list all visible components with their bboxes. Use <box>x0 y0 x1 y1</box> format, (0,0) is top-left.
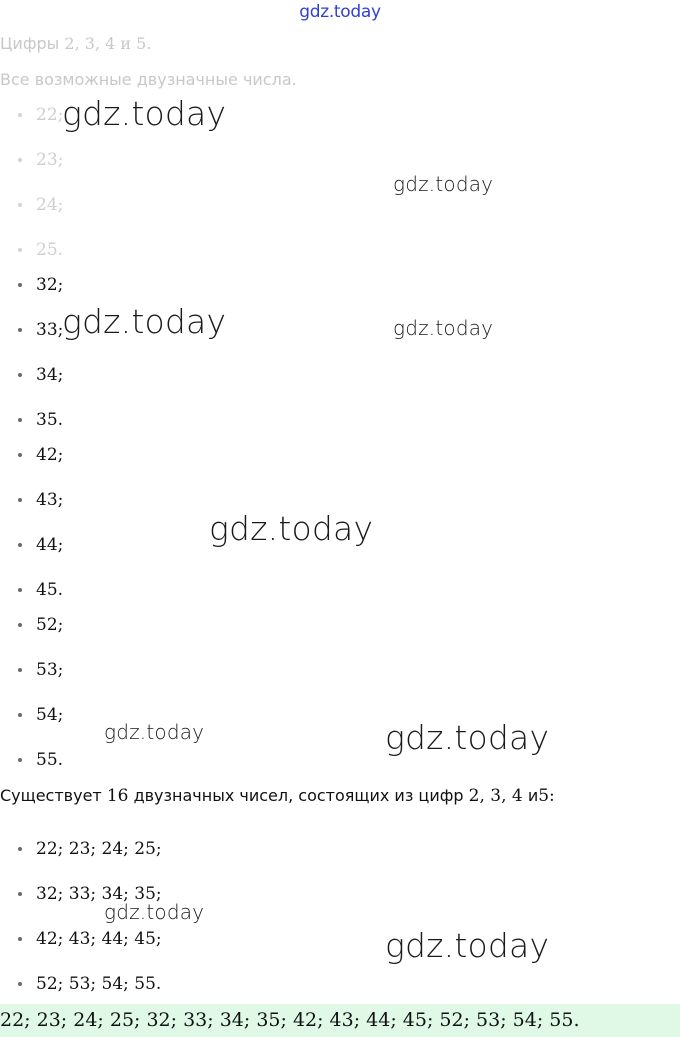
digits-prefix: Цифры <box>0 34 60 53</box>
list-item <box>0 838 162 860</box>
watermark: gdz.today <box>209 509 374 548</box>
list-item-text: 22; <box>36 105 64 125</box>
bullet-icon <box>18 713 22 717</box>
bullet-icon <box>18 418 22 422</box>
watermark: gdz.today <box>104 900 205 924</box>
watermark: gdz.today <box>385 718 550 757</box>
list-item <box>0 409 63 431</box>
list-item-text: 43; <box>36 490 64 510</box>
list-item <box>0 364 63 386</box>
list-item-text: 45. <box>36 580 64 600</box>
summary-conj: и <box>527 786 539 805</box>
digits-line <box>0 34 151 53</box>
bullet-icon <box>18 158 22 162</box>
answer-box: 22; 23; 24; 25; 32; 33; 34; 35; 42; 43; 44; 45; 52; 53; 54; 55. <box>0 1004 680 1037</box>
list-item <box>0 104 63 126</box>
watermark: gdz.today <box>104 720 205 744</box>
list-item-text: 24; <box>36 195 64 215</box>
list-item-text: 33; <box>36 320 64 340</box>
list-item-text: 25. <box>36 240 64 260</box>
list-item-text: 55. <box>36 750 64 770</box>
list-subtitle: Все возможные двузначные числа. <box>0 70 297 89</box>
bullet-icon <box>18 203 22 207</box>
bullet-icon <box>18 328 22 332</box>
bullet-icon <box>18 113 22 117</box>
list-item <box>0 194 63 216</box>
watermark: gdz.today <box>62 94 227 133</box>
bullet-icon <box>18 248 22 252</box>
list-item-text: 53; <box>36 660 64 680</box>
list-item <box>0 614 63 636</box>
summary-line <box>0 786 555 806</box>
list-item-text: 23; <box>36 150 64 170</box>
bullet-icon <box>18 543 22 547</box>
summary-prefix: Существует <box>0 786 102 805</box>
list-item-text: 54; <box>36 705 64 725</box>
list-item <box>0 239 63 261</box>
list-item-text: 44; <box>36 535 64 555</box>
list-item <box>0 973 161 995</box>
bullet-icon <box>18 453 22 457</box>
list-item-text: 34; <box>36 365 64 385</box>
summary-digits: 2, 3, 4 <box>468 786 523 806</box>
bullet-icon <box>18 982 22 986</box>
bullet-icon <box>18 937 22 941</box>
summary-count: 16 <box>106 786 129 806</box>
list-item <box>0 749 63 771</box>
bullet-icon <box>18 847 22 851</box>
bullet-icon <box>18 892 22 896</box>
bullet-icon <box>18 283 22 287</box>
list-item <box>0 444 63 466</box>
list-item-text: 32; 33; 34; 35; <box>36 884 162 904</box>
summary-last-digit: 5: <box>538 786 555 806</box>
list-item-text: 32; <box>36 275 64 295</box>
watermark: gdz.today <box>393 172 494 196</box>
list-item-text: 52; 53; 54; 55. <box>36 974 162 994</box>
list-item <box>0 319 63 341</box>
digits-values: 2, 3, 4 и 5. <box>64 34 152 53</box>
list-item <box>0 274 63 296</box>
site-link[interactable]: gdz.today <box>299 2 381 22</box>
bullet-icon <box>18 373 22 377</box>
list-item <box>0 489 63 511</box>
list-item <box>0 534 63 556</box>
watermark: gdz.today <box>62 302 227 341</box>
watermark: gdz.today <box>393 316 494 340</box>
list-item <box>0 149 63 171</box>
list-item <box>0 659 63 681</box>
bullet-icon <box>18 498 22 502</box>
watermark: gdz.today <box>385 926 550 965</box>
list-item-text: 35. <box>36 410 64 430</box>
bullet-icon <box>18 588 22 592</box>
summary-middle: двузначных чисел, состоящих из цифр <box>133 786 464 805</box>
list-item-text: 52; <box>36 615 64 635</box>
list-item-text: 22; 23; 24; 25; <box>36 839 162 859</box>
bullet-icon <box>18 668 22 672</box>
list-item <box>0 579 63 601</box>
list-item-text: 42; 43; 44; 45; <box>36 929 162 949</box>
list-item <box>0 928 162 950</box>
bullet-icon <box>18 758 22 762</box>
list-item-text: 42; <box>36 445 64 465</box>
bullet-icon <box>18 623 22 627</box>
list-item <box>0 704 63 726</box>
